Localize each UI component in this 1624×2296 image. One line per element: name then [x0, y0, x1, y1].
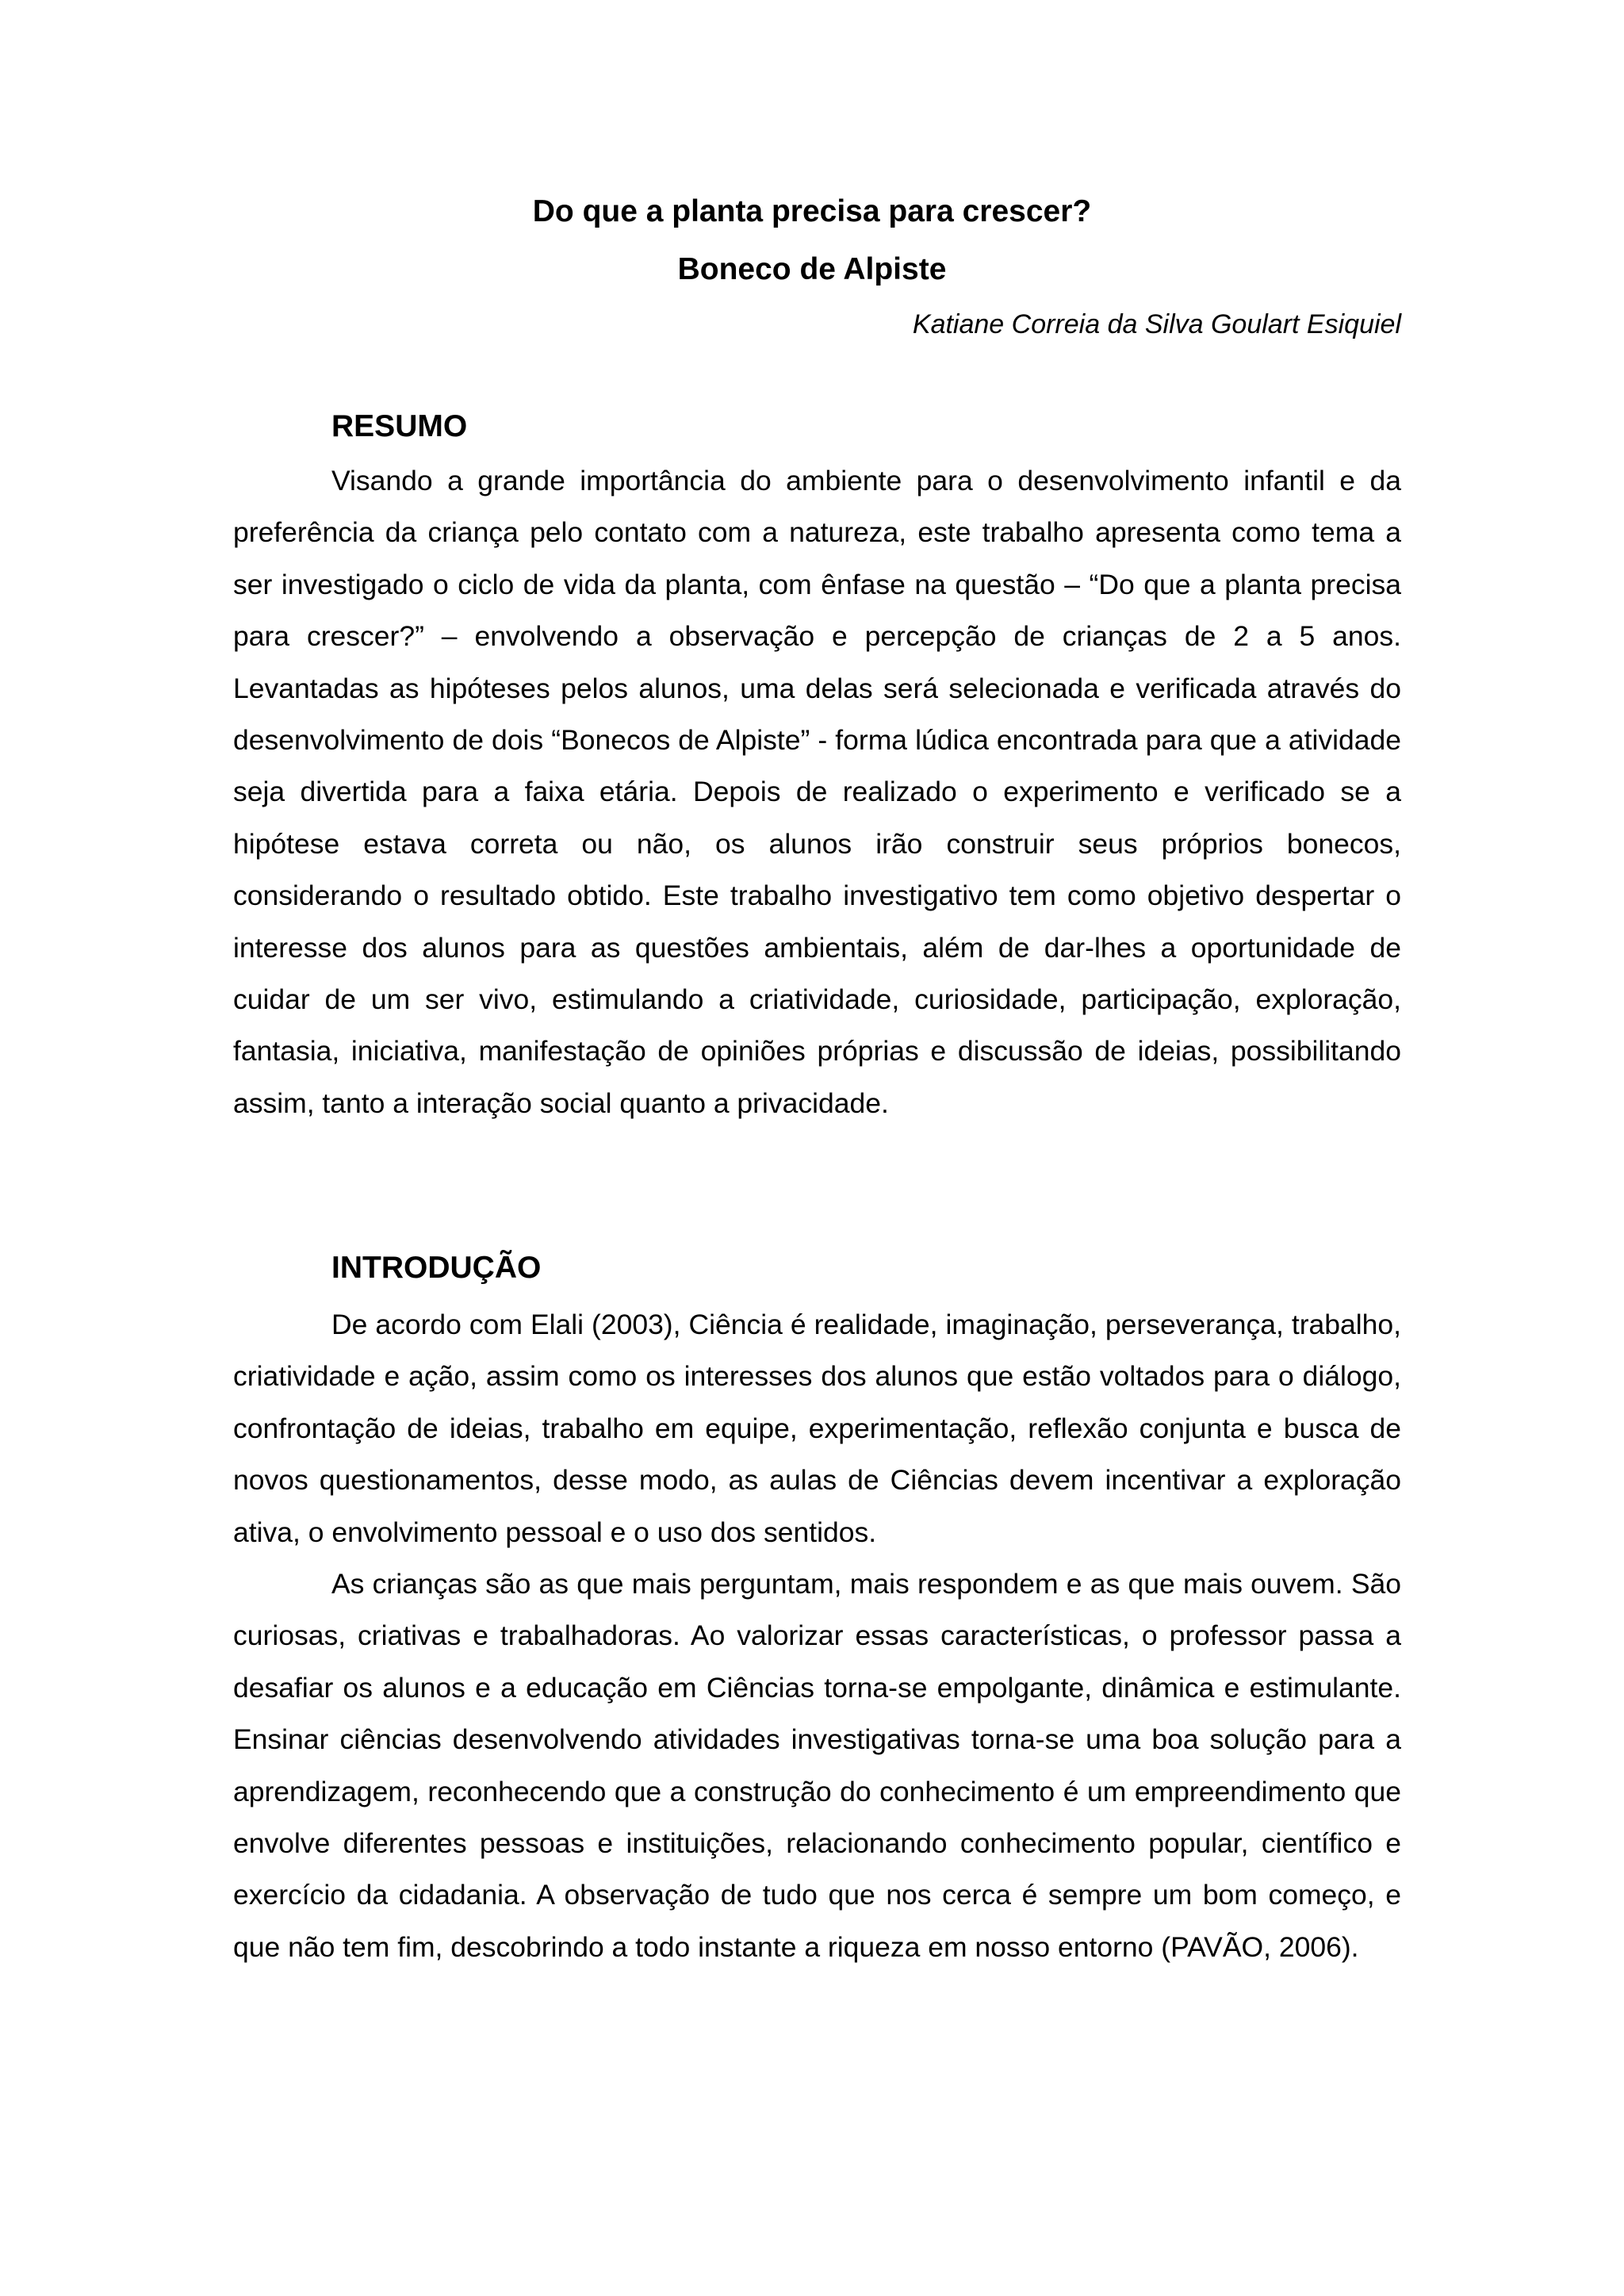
introducao-paragraph-2: As crianças são as que mais perguntam, mais respondem e as que mais ouvem. São curiosas, criativas e trabalhadoras. Ao valorizar essas características, o professor passa a desafiar os alunos e a educação em Ciências torna-se empolgante, dinâmica e estimulante. Ensinar ciências desenvolvendo atividades investigativas torna-se uma boa solução para a aprendizagem, reconhecendo que a construção do conhecimento é um empreendimento que envolve diferentes pessoas e instituições, relacionando conhecimento popular, científico e exercício da cidadania. A observação de tudo que nos cerca é sempre um bom começo, e que não tem fim, descobrindo a todo instante a riqueza em nosso entorno (PAVÃO, 2006).: [233, 1568, 1401, 1963]
author-name: Katiane Correia da Silva Goulart Esiquiel: [912, 309, 1401, 339]
section-heading-introducao: INTRODUÇÃO: [331, 1251, 542, 1285]
document-title: Do que a planta precisa para crescer?: [532, 194, 1092, 228]
section-heading-resumo: RESUMO: [331, 409, 468, 443]
resumo-paragraph: Visando a grande importância do ambiente para o desenvolvimento infantil e da preferência da criança pelo contato com a natureza, este trabalho apresenta como tema a ser investigado o ciclo de vida da planta, com ênfase na questão – “Do que a planta precisa para crescer?” – envolvendo a observação e percepção de crianças de 2 a 5 anos. Levantadas as hipóteses pelos alunos, uma delas será selecionada e verificada através do desenvolvimento de dois “Bonecos de Alpiste” - forma lúdica encontrada para que a atividade seja divertida para a faixa etária. Depois de realizado o experimento e verificado se a hipótese estava correta ou não, os alunos irão construir seus próprios bonecos, considerando o resultado obtido. Este trabalho investigativo tem como objetivo despertar o interesse dos alunos para as questões ambientais, além de dar-lhes a oportunidade de cuidar de um ser vivo, estimulando a criatividade, curiosidade, participação, exploração, fantasia, iniciativa, manifestação de opiniões próprias e discussão de ideias, possibilitando assim, tanto a interação social quanto a privacidade.: [233, 465, 1401, 1119]
document-subtitle: Boneco de Alpiste: [677, 252, 947, 286]
introducao-paragraph-1: De acordo com Elali (2003), Ciência é realidade, imaginação, perseverança, trabalho, criatividade e ação, assim como os interesses dos alunos que estão voltados para o diálogo, confrontação de ideias, trabalho em equipe, experimentação, reflexão conjunta e busca de novos questionamentos, desse modo, as aulas de Ciências devem incentivar a exploração ativa, o envolvimento pessoal e o uso dos sentidos.: [233, 1309, 1401, 1548]
